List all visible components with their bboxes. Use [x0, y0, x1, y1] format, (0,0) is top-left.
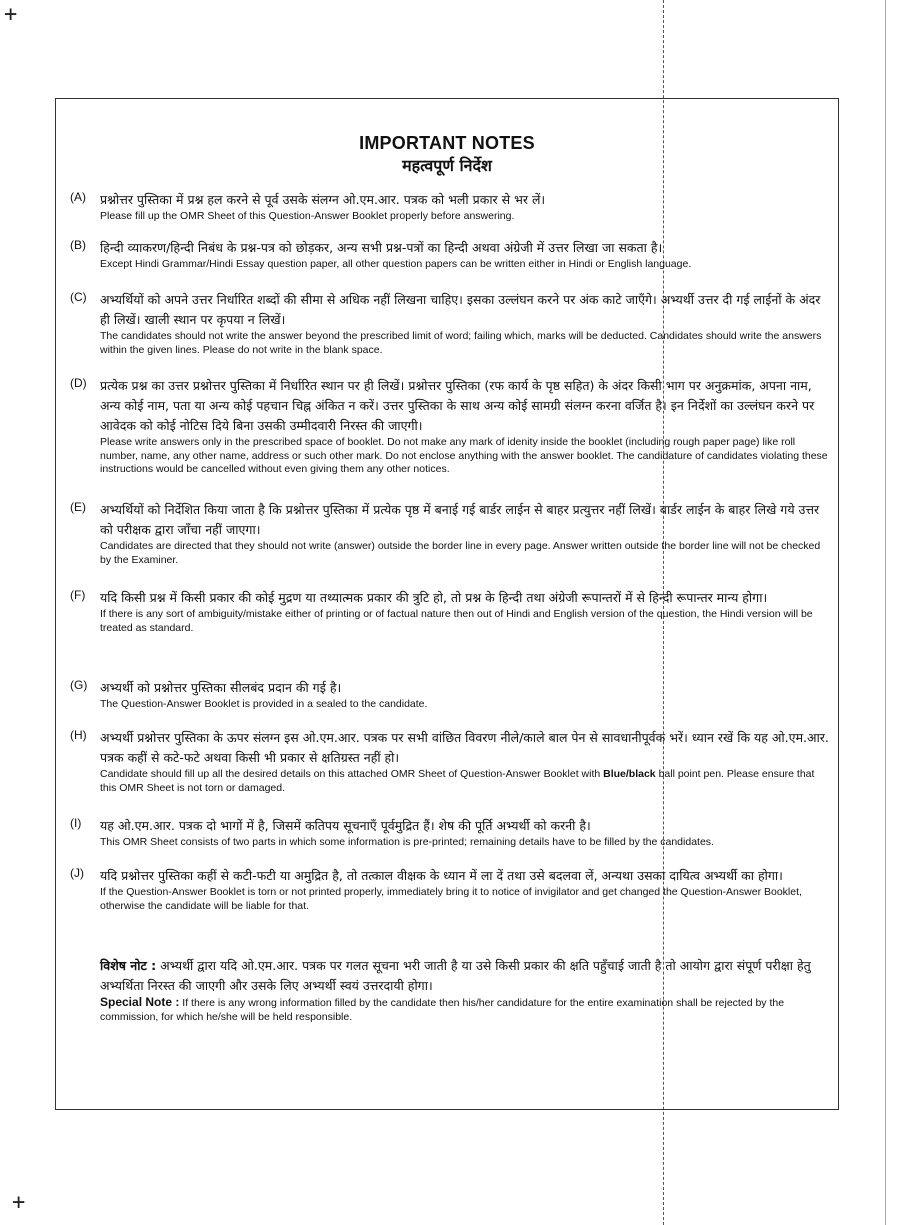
torn-edge: [885, 0, 900, 1225]
special-note-hindi: [100, 956, 830, 996]
special-note-hindi-text: अभ्यर्थी द्वारा यदि ओ.एम.आर. पत्रक पर गलत सूचना भरी जाती है या उसे किसी प्रकार की क्षति पहुँचाई जाती है तो आयोग द्वारा संपूर्ण परीक्षा हेतु अभ्यर्थिता निरस्त की जाएगी और उसके लिए अभ्यर्थी स्वयं उत्तरदायी होगा।: [100, 958, 811, 993]
note-key: (J): [70, 866, 84, 880]
note-english: The candidates should not write the answer beyond the prescribed limit of word; failing which, marks will be deducted. Candidates should write the answers within the given lines. Please do not write in the blank space.: [100, 330, 822, 356]
note-english: If the Question-Answer Booklet is torn or not printed properly, immediately bring it to notice of invigilator and get changed the Question-Answer Booklet, otherwise the candidate will be liable for that.: [100, 886, 802, 912]
note-english: If there is any sort of ambiguity/mistake either of printing or of factual nature then out of Hindi and English version of the question, the Hindi version will be treated as standard.: [100, 608, 813, 634]
note-key: (G): [70, 678, 88, 692]
note-english: Please fill up the OMR Sheet of this Question-Answer Booklet properly before answering.: [100, 210, 515, 222]
note-j: [70, 866, 830, 913]
note-english: Except Hindi Grammar/Hindi Essay question paper, all other question papers can be written either in Hindi or English language.: [100, 258, 692, 270]
note-english: Please write answers only in the prescribed space of booklet. Do not make any mark of idenity inside the booklet (including rough paper page) like roll number, name, any other name, address or such other mark. Do not enclose anything with the answer booklet. The candidature of candidates violating these instructions would be cancelled without even giving them any other notices.: [100, 436, 828, 475]
note-key: (H): [70, 728, 87, 742]
note-hindi: अभ्यर्थियों को अपने उत्तर निर्धारित शब्दों की सीमा से अधिक नहीं लिखना चाहिए। इसका उल्लंघन करने पर अंक काटे जाएँगे। अभ्यर्थी उत्तर दी गई लाईनों के अंदर ही लिखें। खाली स्थान पर कृपया न लिखें।: [100, 292, 821, 327]
note-d: [70, 376, 830, 477]
special-note: [100, 956, 830, 1024]
note-hindi: यदि किसी प्रश्न में किसी प्रकार की कोई मुद्रण या तथ्यात्मक प्रकार की त्रुटि हो, तो प्रश्न के हिन्दी तथा अंग्रेजी रूपान्तरों में से हिन्दी रूपान्तर मान्य होगा।: [100, 590, 768, 605]
note-hindi: प्रत्येक प्रश्न का उत्तर प्रश्नोत्तर पुस्तिका में निर्धारित स्थान पर ही लिखें। प्रश्नोत्तर पुस्तिका (रफ कार्य के पृष्ठ सहित) के अंदर किसी भाग पर अनुक्रमांक, अपना नाम, अन्य कोई नाम, पता या अन्य कोई पहचान चिह्न अंकित न करें। उत्तर पुस्तिका के साथ अन्य कोई सामग्री संलग्न करना वर्जित है। इन निर्देशों का उल्लंघन करने पर आवेदक को कोई नोटिस दिये बिना उसकी उम्मीदवारी निरस्त की जाएगी।: [100, 378, 815, 433]
note-english-emphasis: Blue/black: [603, 768, 656, 780]
page-title: IMPORTANT NOTES: [359, 133, 535, 153]
special-note-english-text: If there is any wrong information filled by the candidate then his/her candidature for the entire examination shall be rejected by the commission, for which he/she will be held responsible.: [100, 997, 785, 1023]
note-hindi: यह ओ.एम.आर. पत्रक दो भागों में है, जिसमें कतिपय सूचनाएँ पूर्वमुद्रित हैं। शेष की पूर्ति अभ्यर्थी को करनी है।: [100, 818, 591, 833]
note-key: (C): [70, 290, 87, 304]
note-english-text: Candidate should fill up all the desired details on this attached OMR Sheet of Question-Answer Booklet with: [100, 768, 604, 780]
note-key: (I): [70, 816, 82, 830]
note-hindi: अभ्यर्थी को प्रश्नोत्तर पुस्तिका सीलबंद प्रदान की गई है।: [100, 680, 342, 695]
note-english-text: ball point pen. Please ensure that this OMR Sheet is not torn or damaged.: [100, 768, 815, 794]
note-key: (D): [70, 376, 87, 390]
note-hindi: अभ्यर्थी प्रश्नोत्तर पुस्तिका के ऊपर संलग्न इस ओ.एम.आर. पत्रक पर सभी वांछित विवरण नीले/काले बाल पेन से सावधानीपूर्वक भरें। ध्यान रखें कि यह ओ.एम.आर. पत्रक कहीं से कटे-फटे अथवा किसी भी प्रकार से क्षतिग्रस्त नहीं हो।: [100, 730, 829, 765]
note-key: (F): [70, 588, 86, 602]
note-english: This OMR Sheet consists of two parts in which some information is pre-printed; remaining details have to be filled by the candidates.: [100, 836, 714, 848]
note-g: [70, 678, 830, 712]
note-hindi: अभ्यर्थियों को निर्देशित किया जाता है कि प्रश्नोत्तर पुस्तिका में प्रत्येक पृष्ठ में बनाई गई बार्डर लाईन से बाहर प्रत्युत्तर नहीं लिखें। बार्डर लाईन के बाहर लिखे गये उत्तर को परीक्षक द्वारा जाँचा नहीं जाएगा।: [100, 502, 820, 537]
note-hindi: हिन्दी व्याकरण/हिन्दी निबंध के प्रश्न-पत्र को छोड़कर, अन्य सभी प्रश्न-पत्रों का हिन्दी अथवा अंग्रेजी में उत्तर लिखा जा सकता है।: [100, 240, 663, 255]
note-i: [70, 816, 830, 850]
note-english: Candidates are directed that they should not write (answer) outside the border line in every page. Answer written outside the border line will not be checked by the Examiner.: [100, 540, 821, 566]
note-hindi: प्रश्नोत्तर पुस्तिका में प्रश्न हल करने से पूर्व उसके संलग्न ओ.एम.आर. पत्रक को भली प्रकार से भर लें।: [100, 192, 546, 207]
special-note-english-label: Special Note :: [100, 995, 180, 1009]
note-english: [100, 768, 830, 795]
note-b: [70, 238, 830, 272]
special-note-english: [100, 996, 830, 1024]
crop-mark-top-left: +: [4, 2, 18, 27]
page-title-hindi: महत्वपूर्ण निर्देश: [402, 156, 492, 175]
note-english: The Question-Answer Booklet is provided in a sealed to the candidate.: [100, 698, 428, 710]
note-c: [70, 290, 830, 357]
note-key: (B): [70, 238, 86, 252]
note-h: [70, 728, 830, 795]
note-a: [70, 190, 830, 224]
note-key: (A): [70, 190, 86, 204]
note-key: (E): [70, 500, 86, 514]
crop-mark-bottom-left: +: [12, 1190, 26, 1215]
note-e: [70, 500, 830, 567]
special-note-hindi-label: विशेष नोट :: [100, 958, 157, 973]
note-hindi: यदि प्रश्नोत्तर पुस्तिका कहीं से कटी-फटी या अमुद्रित है, तो तत्काल वीक्षक के ध्यान में ला दें तथा उसे बदलवा लें, अन्यथा उसका दायित्व अभ्यर्थी का होगा।: [100, 868, 783, 883]
note-f: [70, 588, 830, 635]
